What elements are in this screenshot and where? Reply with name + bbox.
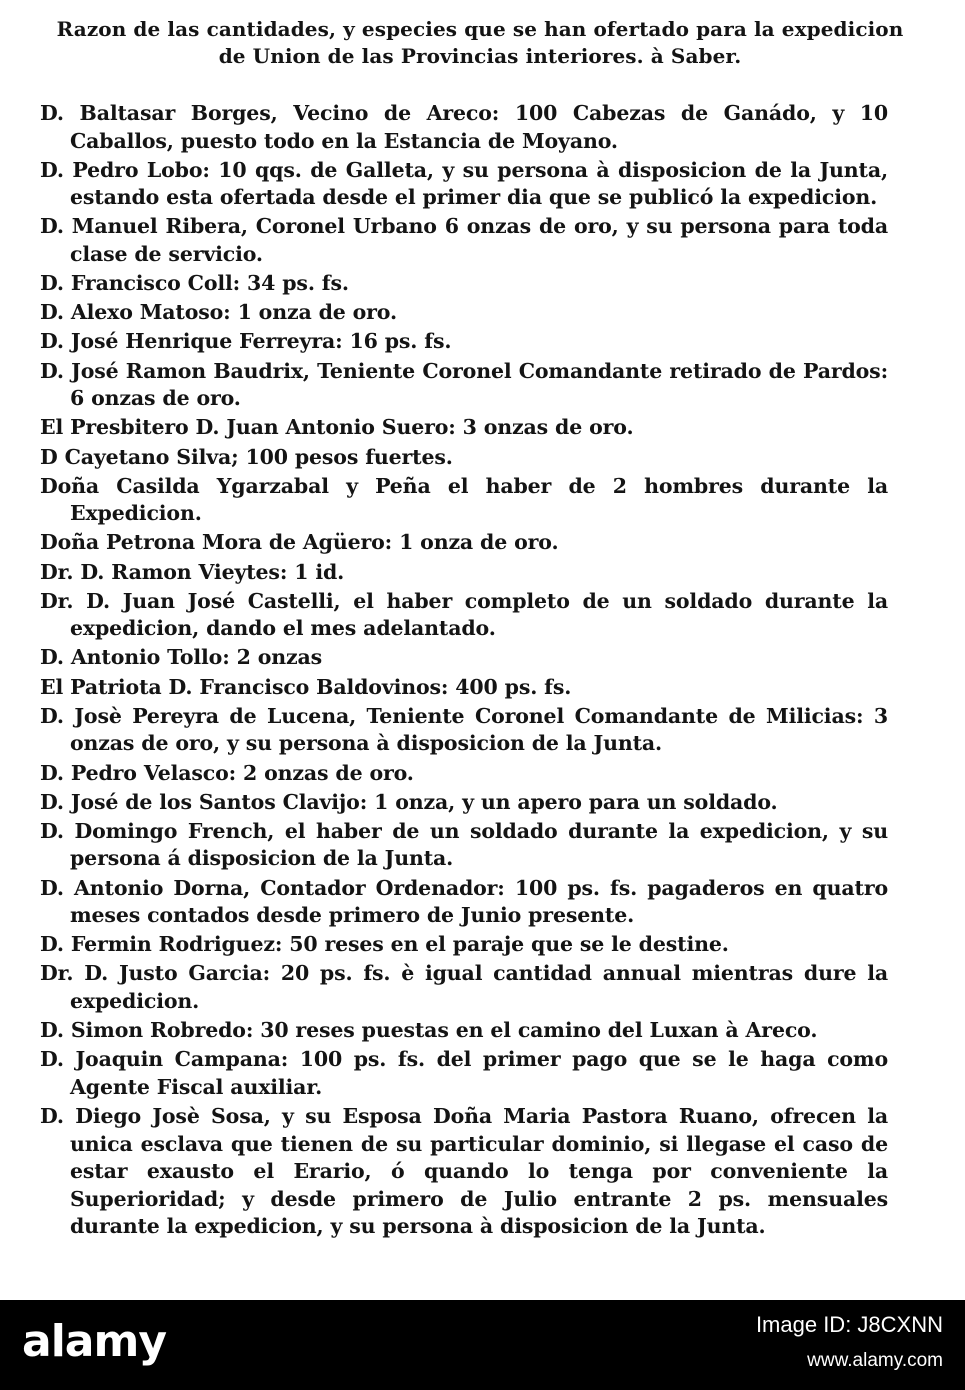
donation-entry-juan-antonio-suero: El Presbitero D. Juan Antonio Suero: 3 onzas de oro.	[40, 415, 634, 440]
donation-entry-domingo-french: D. Domingo French, el haber de un soldado durante la expedicion, y su persona á disposicion de la Junta.	[40, 818, 888, 871]
donation-entry-alexo-matoso: D. Alexo Matoso: 1 onza de oro.	[40, 300, 397, 325]
alamy-logo: alamy	[22, 1316, 166, 1367]
donation-entry-cayetano-silva: D Cayetano Silva; 100 pesos fuertes.	[40, 444, 453, 469]
donation-entry-simon-robredo: D. Simon Robredo: 30 reses puestas en el camino del Luxan à Areco.	[40, 1018, 818, 1043]
donation-entry-jose-henrique-ferreyra: D. José Henrique Ferreyra: 16 ps. fs.	[40, 329, 452, 354]
donation-entry-jose-pereyra-lucena: D. Josè Pereyra de Lucena, Teniente Coronel Comandante de Milicias: 3 onzas de oro, y su persona à disposicion de la Junta.	[40, 703, 888, 756]
donation-entry-ramon-vieytes: Dr. D. Ramon Vieytes: 1 id.	[40, 559, 345, 584]
donation-entry-joaquin-campana: D. Joaquin Campana: 100 ps. fs. del primer pago que se le haga como Agente Fiscal auxiliar.	[40, 1047, 888, 1099]
donation-entry-fermin-rodriguez: D. Fermin Rodriguez: 50 reses en el paraje que se le destine.	[40, 932, 729, 957]
donation-entry-justo-garcia: Dr. D. Justo Garcia: 20 ps. fs. è igual cantidad annual mientras dure la expedicion.	[40, 961, 888, 1013]
donation-entry-juan-jose-castelli: Dr. D. Juan José Castelli, el haber completo de un soldado durante la expedicion, dando el mes adelantado.	[40, 588, 888, 641]
donation-entry-pedro-lobo: D. Pedro Lobo: 10 qqs. de Galleta, y su persona à disposicion de la Junta, estando esta ofertada desde el primer dia que se publicó la expedicion.	[40, 157, 888, 210]
image-id-label: Image ID: J8CXNN	[755, 1312, 943, 1337]
donation-entry-petrona-mora: Doña Petrona Mora de Agüero: 1 onza de oro.	[40, 530, 559, 555]
donation-entry-francisco-coll: D. Francisco Coll: 34 ps. fs.	[40, 271, 349, 296]
donation-list	[40, 100, 888, 1242]
donation-entry-pedro-velasco: D. Pedro Velasco: 2 onzas de oro.	[40, 760, 414, 785]
donation-entry-manuel-ribera: D. Manuel Ribera, Coronel Urbano 6 onzas de oro, y su persona para toda clase de servicio.	[40, 214, 888, 266]
donation-entry-jose-santos-clavijo: D. José de los Santos Clavijo: 1 onza, y un apero para un soldado.	[40, 789, 778, 814]
donation-entry-francisco-baldovinos: El Patriota D. Francisco Baldovinos: 400 ps. fs.	[40, 674, 572, 699]
donation-entry-antonio-dorna: D. Antonio Dorna, Contador Ordenador: 100 ps. fs. pagaderos en quatro meses contados desde primero de Junio presente.	[40, 875, 888, 928]
donation-entry-casilda-ygarzabal: Doña Casilda Ygarzabal y Peña el haber de 2 hombres durante la Expedicion.	[40, 473, 888, 526]
document-title: Razon de las cantidades, y especies que se han ofertado para la expedicion de Union de las Provincias interiores. à Saber.	[56, 17, 904, 68]
donation-entry-antonio-tollo: D. Antonio Tollo: 2 onzas	[40, 645, 322, 670]
donation-entry-jose-ramon-baudrix: D. José Ramon Baudrix, Teniente Coronel Comandante retirado de Pardos: 6 onzas de oro.	[40, 358, 888, 411]
source-url-label: www.alamy.com	[807, 1350, 943, 1371]
stock-watermark-bar	[0, 1300, 965, 1390]
donation-entry-baltasar-borges: D. Baltasar Borges, Vecino de Areco: 100 Cabezas de Ganádo, y 10 Caballos, puesto todo en la Estancia de Moyano.	[40, 101, 888, 153]
donation-entry-diego-jose-sosa: D. Diego Josè Sosa, y su Esposa Doña Maria Pastora Ruano, ofrecen la unica esclava que tienen de su particular dominio, si llegase el caso de estar exausto el Erario, ó quando lo tenga por conveniente la Superioridad; y desde primero de Julio entrante 2 ps. mensuales durante la expedicion, y su persona à disposicion de la Junta.	[40, 1104, 888, 1238]
